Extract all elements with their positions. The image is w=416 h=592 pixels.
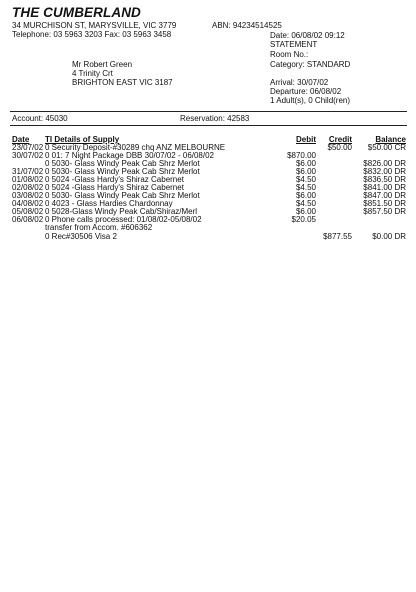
arrival-date: Arrival: 30/07/02 [270, 78, 329, 87]
hotel-name: THE CUMBERLAND [12, 5, 141, 20]
departure-date: Departure: 06/08/02 [270, 87, 342, 96]
table-row [0, 232, 416, 241]
guest-count: 1 Adult(s), 0 Child(ren) [270, 96, 351, 105]
row-debit: $6.00 [295, 167, 316, 176]
header-balance: Balance [375, 135, 406, 144]
guest-name: Mr Robert Green [72, 60, 133, 69]
row-date: 02/08/02 [12, 183, 44, 192]
document-type: STATEMENT [270, 40, 318, 49]
room-number: Room No.: [270, 50, 309, 59]
guest-city: BRIGHTON EAST VIC 3187 [72, 78, 173, 87]
row-details: 0 5024 -Glass Hardy's Shiraz Cabernet [45, 175, 184, 184]
row-debit: $20.05 [291, 215, 316, 224]
row-details: 0 5030- Glass Windy Peak Cab Shrz Merlot [45, 191, 200, 200]
row-date: 05/08/02 [12, 207, 44, 216]
row-credit: $50.00 [327, 143, 352, 152]
row-credit: $877.55 [323, 232, 352, 241]
divider-top [10, 111, 407, 112]
room-category: Category: STANDARD [270, 60, 351, 69]
row-balance: $0.00 DR [372, 232, 406, 241]
row-date: 01/08/02 [12, 175, 44, 184]
row-debit: $4.50 [295, 183, 316, 192]
row-date: 06/08/02 [12, 215, 44, 224]
row-date: 31/07/02 [12, 167, 44, 176]
row-details: 0 Security Deposit-#30289 chq ANZ MELBOURNE [45, 143, 226, 152]
header-details: TI Details of Supply [45, 135, 120, 144]
header-debit: Debit [296, 135, 316, 144]
row-details: 0 5030- Glass Windy Peak Cab Shrz Merlot [45, 159, 200, 168]
row-debit: $870.00 [287, 151, 316, 160]
hotel-address: 34 MURCHISON ST, MARYSVILLE, VIC 3779 [12, 21, 177, 30]
row-balance: $857.50 DR [363, 207, 406, 216]
row-details: 0 Phone calls processed: 01/08/02-05/08/02 [45, 215, 202, 224]
row-balance: $826.00 DR [363, 159, 406, 168]
header-date: Date [12, 135, 30, 144]
row-balance: $841.00 DR [363, 183, 406, 192]
row-details: 0 4023 - Glass Hardies Chardonnay [45, 199, 173, 208]
row-balance: $847.00 DR [363, 191, 406, 200]
header-credit: Credit [328, 135, 352, 144]
row-date: 23/07/02 [12, 143, 44, 152]
row-balance: $50.00 CR [367, 143, 406, 152]
row-date: 03/08/02 [12, 191, 44, 200]
row-details: 0 5024 -Glass Hardy's Shiraz Cabernet [45, 183, 184, 192]
guest-street: 4 Trinity Crt [72, 69, 113, 78]
row-balance: $832.00 DR [363, 167, 406, 176]
row-balance: $836.50 DR [363, 175, 406, 184]
row-debit: $6.00 [295, 159, 316, 168]
hotel-abn: ABN: 94234514525 [212, 21, 282, 30]
account-number: Account: 45030 [12, 114, 68, 123]
row-debit: $4.50 [295, 175, 316, 184]
statement-date: Date: 06/08/02 09:12 [270, 31, 345, 40]
row-details: 0 01: 7 Night Package DBB 30/07/02 - 06/08/02 [45, 151, 215, 160]
row-details: transfer from Accom. #606362 [45, 223, 153, 232]
row-debit: $6.00 [295, 191, 316, 200]
divider-bottom [10, 125, 407, 126]
row-details: 0 5028-Glass Windy Peak Cab/Shiraz/Merl [45, 207, 198, 216]
hotel-phones: Telephone: 03 5963 3203 Fax: 03 5963 3458 [12, 30, 172, 39]
row-details: 0 Rec#30506 Visa 2 [45, 232, 117, 241]
row-details: 0 5030- Glass Windy Peak Cab Shrz Merlot [45, 167, 200, 176]
row-balance: $851.50 DR [363, 199, 406, 208]
reservation-number: Reservation: 42583 [180, 114, 250, 123]
table-row [0, 223, 416, 232]
row-date: 04/08/02 [12, 199, 44, 208]
row-debit: $4.50 [295, 199, 316, 208]
row-debit: $6.00 [295, 207, 316, 216]
row-date: 30/07/02 [12, 151, 44, 160]
